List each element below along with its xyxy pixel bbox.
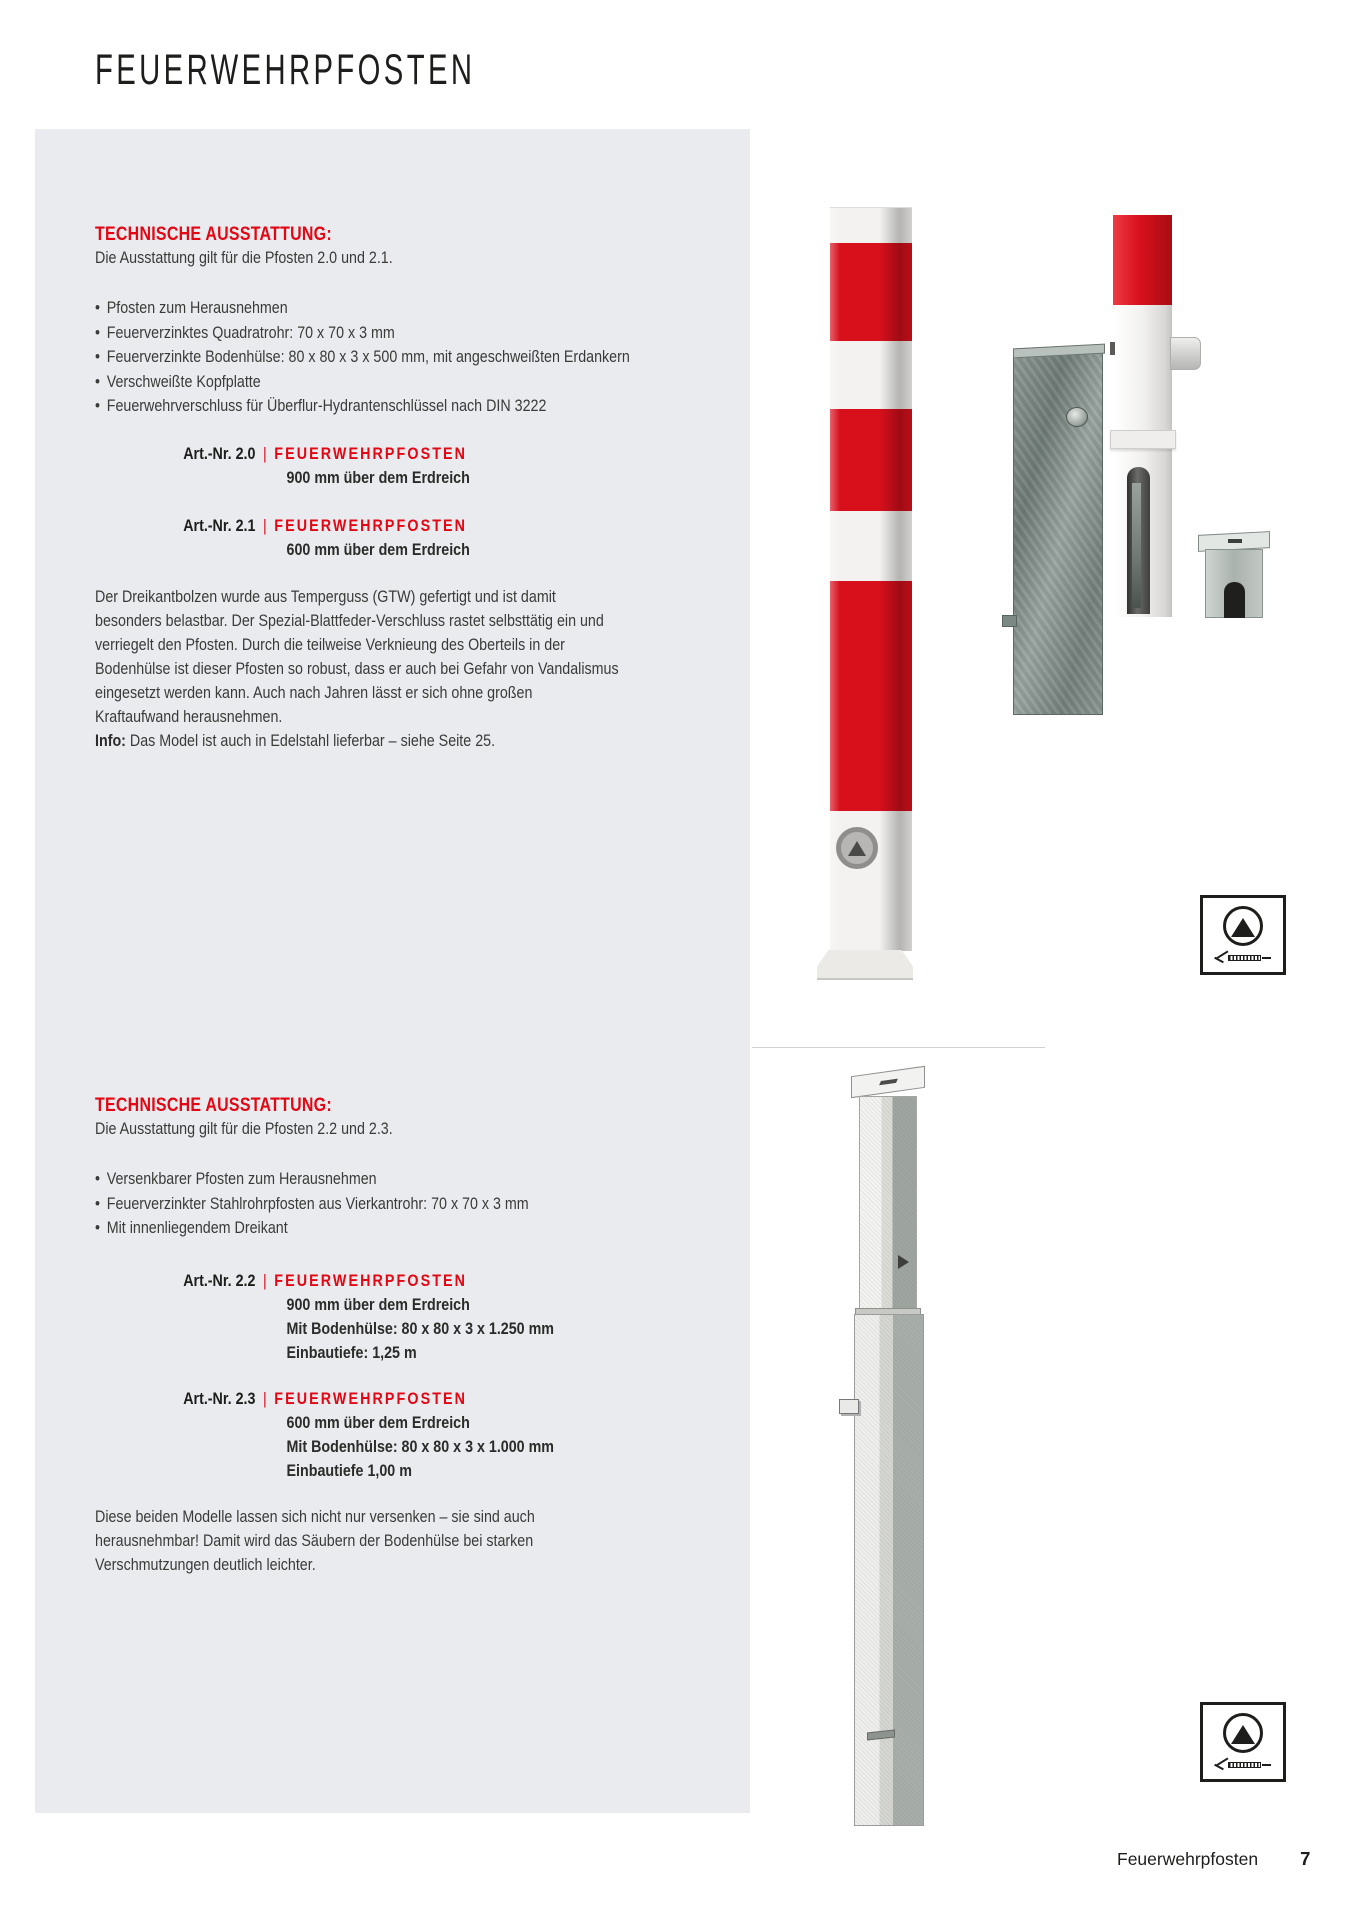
page-footer: [1117, 1848, 1310, 1870]
footer-section-label: Feuerwehrpfosten: [1117, 1849, 1259, 1869]
article-number: Art.-Nr. 2.1: [183, 515, 256, 535]
section-heading: TECHNISCHE AUSSTATTUNG:: [95, 1095, 332, 1116]
ground-sleeve-photo: [1013, 352, 1103, 715]
article-2-3: [95, 1386, 649, 1483]
article-detail: Mit Bodenhülse: 80 x 80 x 3 x 1.000 mm: [286, 1436, 554, 1456]
retractable-post-drawing: [850, 1068, 945, 1830]
drawing-upper-tube: [859, 1096, 917, 1309]
triangle-keyhole-icon: [848, 841, 866, 856]
page-title: FEUERWEHRPFOSTEN: [95, 46, 476, 94]
article-name: FEUERWEHRPFOSTEN: [274, 515, 468, 535]
article-detail: 600 mm über dem Erdreich: [286, 539, 470, 559]
article-list: [95, 441, 649, 562]
description-text: Der Dreikantbolzen wurde aus Temperguss (GTW) gefertigt und ist damit besonders belastbar. Der Spezial-Blattfeder-Verschluss rastet selbsttätig ein und verriegelt den Pfosten. Durch die teilweise Verknieung des Oberteils in der Bodenhülse ist dieser Pfosten so robust, dass er auch bei Gefahr von Vandalismus eingesetzt werden kann. Auch nach Jahren lässt er sich ohne großen Kraftaufwand herausnehmen.: [95, 586, 619, 726]
article-detail: 900 mm über dem Erdreich: [286, 467, 470, 487]
bullet-item: • Pfosten zum Herausnehmen: [95, 296, 649, 321]
footer-page-number: 7: [1300, 1848, 1311, 1869]
article-name: FEUERWEHRPFOSTEN: [274, 443, 468, 463]
bullet-item: • Feuerverzinktes Quadratrohr: 70 x 70 x 3 mm: [95, 321, 649, 346]
article-number: Art.-Nr. 2.2: [183, 1270, 256, 1290]
article-divider: |: [262, 1388, 267, 1408]
dreikant-certification-icon: [1200, 895, 1286, 975]
article-2-0: [95, 441, 649, 490]
drawing-ground-sleeve: [854, 1314, 924, 1826]
lock-mechanism-post-photo: [1113, 215, 1201, 617]
article-detail: Mit Bodenhülse: 80 x 80 x 3 x 1.250 mm: [286, 1318, 554, 1338]
section-intro: Die Ausstattung gilt für die Pfosten 2.2 und 2.3.: [95, 1119, 393, 1138]
section-intro: Die Ausstattung gilt für die Pfosten 2.0 und 2.1.: [95, 248, 393, 267]
info-label: Info:: [95, 730, 126, 750]
sleeve-top-edge: [1013, 344, 1105, 359]
leaf-spring: [1132, 483, 1141, 608]
feature-list: [95, 296, 649, 419]
article-number: Art.-Nr. 2.0: [183, 443, 256, 463]
article-divider: |: [262, 443, 267, 463]
article-2-1: [95, 513, 649, 562]
drawing-bottom-slot: [867, 1730, 895, 1741]
bullet-item: • Mit innenliegendem Dreikant: [95, 1216, 649, 1241]
cap-foot-photo: [1200, 533, 1268, 618]
article-detail: 600 mm über dem Erdreich: [286, 1412, 470, 1432]
description-paragraph: Diese beiden Modelle lassen sich nicht nur versenken – sie sind auch herausnehmbar! Damit wird das Säubern der Bodenhülse bei starken Verschmutzungen deutlich leichter.: [95, 1506, 535, 1574]
triangle-icon: [1231, 1725, 1255, 1744]
article-number: Art.-Nr. 2.3: [183, 1388, 256, 1408]
dreikant-certification-icon: [1200, 1702, 1286, 1782]
circle-icon: [1223, 1713, 1263, 1753]
article-title-row: [183, 1386, 649, 1411]
lock-pin: [1110, 342, 1115, 355]
article-detail: Einbautiefe 1,00 m: [286, 1460, 412, 1480]
section-technical-bottom: [95, 1094, 649, 1577]
section-technical-top: [95, 223, 649, 753]
triangle-key-icon: [1215, 951, 1271, 964]
post-base-flange: [817, 950, 913, 980]
side-pipe-fitting: [1170, 337, 1201, 370]
horizontal-divider: [752, 1047, 1045, 1048]
triangle-icon: [1231, 918, 1255, 937]
article-title-row: [183, 441, 649, 466]
article-name: FEUERWEHRPFOSTEN: [274, 1388, 468, 1408]
bullet-item: • Feuerverzinkte Bodenhülse: 80 x 80 x 3 x 500 mm, mit angeschweißten Erdankern: [95, 345, 649, 370]
article-title-row: [183, 1268, 649, 1293]
sleeve-earth-anchor: [1002, 615, 1017, 627]
feature-list: [95, 1167, 649, 1241]
bullet-item: • Versenkbarer Pfosten zum Herausnehmen: [95, 1167, 649, 1192]
sleeve-bolt: [1066, 407, 1088, 427]
circle-icon: [1223, 906, 1263, 946]
red-white-post-photo: [830, 207, 912, 982]
article-2-2: [95, 1268, 649, 1365]
drawing-anchor-tab: [839, 1399, 859, 1414]
post-collar: [1110, 430, 1176, 449]
post-red-top: [1113, 215, 1172, 305]
drawing-cap-slot: [879, 1079, 898, 1086]
cap-arch-cutout: [1224, 582, 1245, 618]
description-paragraph: [95, 585, 620, 753]
article-title-row: [183, 513, 649, 538]
info-text: Das Model ist auch in Edelstahl lieferbar – siehe Seite 25.: [125, 730, 496, 750]
cap-slot: [1228, 539, 1242, 543]
triangle-key-icon: [1215, 1758, 1271, 1771]
article-list: [95, 1268, 649, 1483]
bullet-item: • Verschweißte Kopfplatte: [95, 370, 649, 395]
article-divider: |: [262, 1270, 267, 1290]
article-detail: 900 mm über dem Erdreich: [286, 1294, 470, 1314]
bullet-item: • Feuerverzinkter Stahlrohrpfosten aus Vierkantrohr: 70 x 70 x 3 mm: [95, 1192, 649, 1217]
section-heading: TECHNISCHE AUSSTATTUNG:: [95, 224, 332, 245]
article-name: FEUERWEHRPFOSTEN: [274, 1270, 468, 1290]
triangular-lock-fitting: [836, 827, 878, 869]
article-detail: Einbautiefe: 1,25 m: [286, 1342, 417, 1362]
triangle-keyhole-icon: [898, 1255, 909, 1269]
bullet-item: • Feuerwehrverschluss für Überflur-Hydrantenschlüssel nach DIN 3222: [95, 394, 649, 419]
drawing-cap-plate: [851, 1066, 925, 1098]
article-divider: |: [262, 515, 267, 535]
